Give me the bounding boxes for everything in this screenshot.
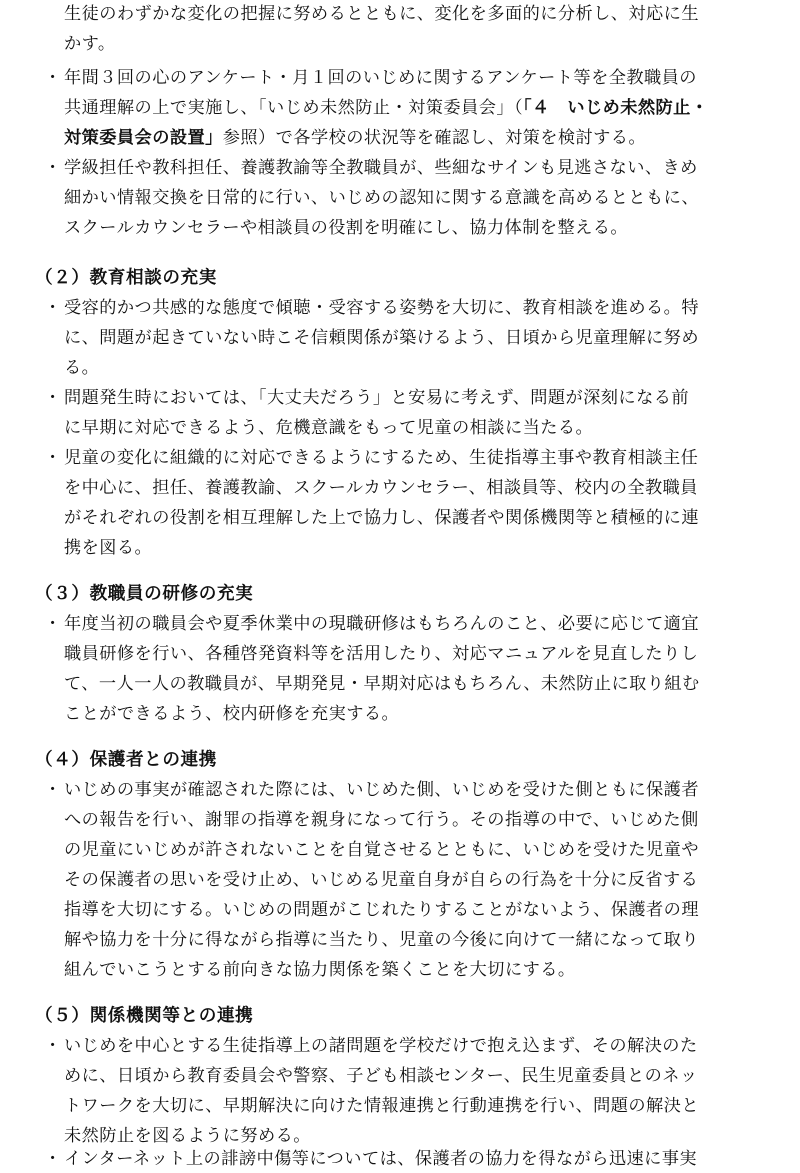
section-heading: （２）教育相談の充実 — [35, 268, 217, 288]
text-line: に、問題が起きていない時こそ信頼関係が築けるよう、日頃から児童理解に努め — [64, 328, 699, 348]
text-line: めに、日頃から教育委員会や警察、子ども相談センター、民生児童委員とのネッ — [64, 1066, 698, 1086]
text-line: 組んでいこうとする前向きな協力関係を築くことを大切にする。 — [64, 960, 576, 980]
bullet-marker: ・ — [44, 1036, 62, 1056]
text-line — [64, 94, 708, 122]
text-line: ことができるよう、校内研修を充実する。 — [64, 704, 400, 724]
text-line: 解や協力を十分に得ながら指導に当たり、児童の今後に向けて一緒になって取り — [64, 930, 699, 950]
text-line: 児童の変化に組織的に対応できるようにするため、生徒指導主事や教育相談主任 — [64, 448, 699, 468]
section-heading: （４）保護者との連携 — [35, 750, 217, 770]
bullet-marker: ・ — [44, 448, 62, 468]
text-line — [64, 124, 646, 152]
text-line: を中心に、担任、養護教諭、スクールカウンセラー、相談員等、校内の全教職員 — [64, 478, 698, 498]
text-line: 生徒のわずかな変化の把握に努めるとともに、変化を多面的に分析し、対応に生 — [64, 4, 699, 24]
text-line: 指導を大切にする。いじめの問題がこじれたりすることがないよう、保護者の理 — [64, 900, 699, 920]
text-line: その保護者の思いを受け止め、いじめる児童自身が自らの行為を十分に反省する — [64, 870, 699, 890]
text-line: いじめを中心とする生徒指導上の諸問題を学校だけで抱え込まず、その解決のた — [64, 1036, 698, 1056]
text-line: への報告を行い、謝罪の指導を親身になって行う。その指導の中で、いじめた側 — [64, 810, 699, 830]
text-line: に早期に対応できるよう、危機意識をもって児童の相談に当たる。 — [64, 418, 594, 438]
text-line: がそれぞれの役割を相互理解した上で協力し、保護者や関係機関等と積極的に連 — [64, 508, 699, 528]
section-heading: （３）教職員の研修の充実 — [35, 584, 254, 604]
text-line: 受容的かつ共感的な態度で傾聴・受容する姿勢を大切に、教育相談を進める。特 — [64, 298, 699, 318]
bold-reference: 「４ いじめ未然防止・ — [523, 98, 709, 118]
text-line: スクールカウンセラーや相談員の役割を明確にし、協力体制を整える。 — [64, 218, 629, 238]
bullet-marker: ・ — [44, 1149, 62, 1169]
text-line: 年度当初の職員会や夏季休業中の現職研修はもちろんのこと、必要に応じて適宜 — [64, 614, 699, 634]
text-line: 職員研修を行い、各種啓発資料等を活用したり、対応マニュアルを見直したりし — [64, 644, 699, 664]
section-heading: （５）関係機関等との連携 — [35, 1006, 254, 1026]
bullet-marker: ・ — [44, 298, 62, 318]
text-line: トワークを大切に、早期解決に向けた情報連携と行動連携を行い、問題の解決と — [64, 1096, 699, 1116]
text-line: 未然防止を図るように努める。 — [64, 1126, 311, 1146]
bullet-marker: ・ — [44, 614, 62, 634]
text-line: 携を図る。 — [64, 538, 153, 558]
text-line: る。 — [64, 358, 100, 378]
text-line: て、一人一人の教職員が、早期発見・早期対応はもちろん、未然防止に取り組む — [64, 674, 700, 694]
text-line: インターネット上の誹謗中傷等については、保護者の協力を得ながら迅速に事実 — [64, 1149, 698, 1169]
bullet-marker: ・ — [44, 68, 62, 88]
text-run: 参照）で各学校の状況等を確認し、対策を検討する。 — [222, 128, 647, 148]
bold-reference: 対策委員会の設置」 — [64, 128, 223, 148]
text-line: かす。 — [64, 34, 116, 54]
text-run: 共通理解の上で実施し、「いじめ未然防止・対策委員会」（ — [64, 98, 524, 118]
text-line: いじめの事実が確認された際には、いじめた側、いじめを受けた側ともに保護者 — [64, 780, 699, 800]
text-line: の児童にいじめが許されないことを自覚させるとともに、いじめを受けた児童や — [64, 840, 699, 860]
text-line: 問題発生時においては、「大丈夫だろう」と安易に考えず、問題が深刻になる前 — [64, 388, 689, 408]
text-line: 細かい情報交換を日常的に行い、いじめの認知に関する意識を高めるとともに、 — [64, 188, 699, 208]
bullet-marker: ・ — [44, 388, 62, 408]
text-line: 年間３回の心のアンケート・月１回のいじめに関するアンケート等を全教職員の — [64, 68, 697, 88]
bullet-marker: ・ — [44, 780, 62, 800]
bullet-marker: ・ — [44, 158, 62, 178]
text-line: 学級担任や教科担任、養護教諭等全教職員が、些細なサインも見逃さない、きめ — [64, 158, 698, 178]
